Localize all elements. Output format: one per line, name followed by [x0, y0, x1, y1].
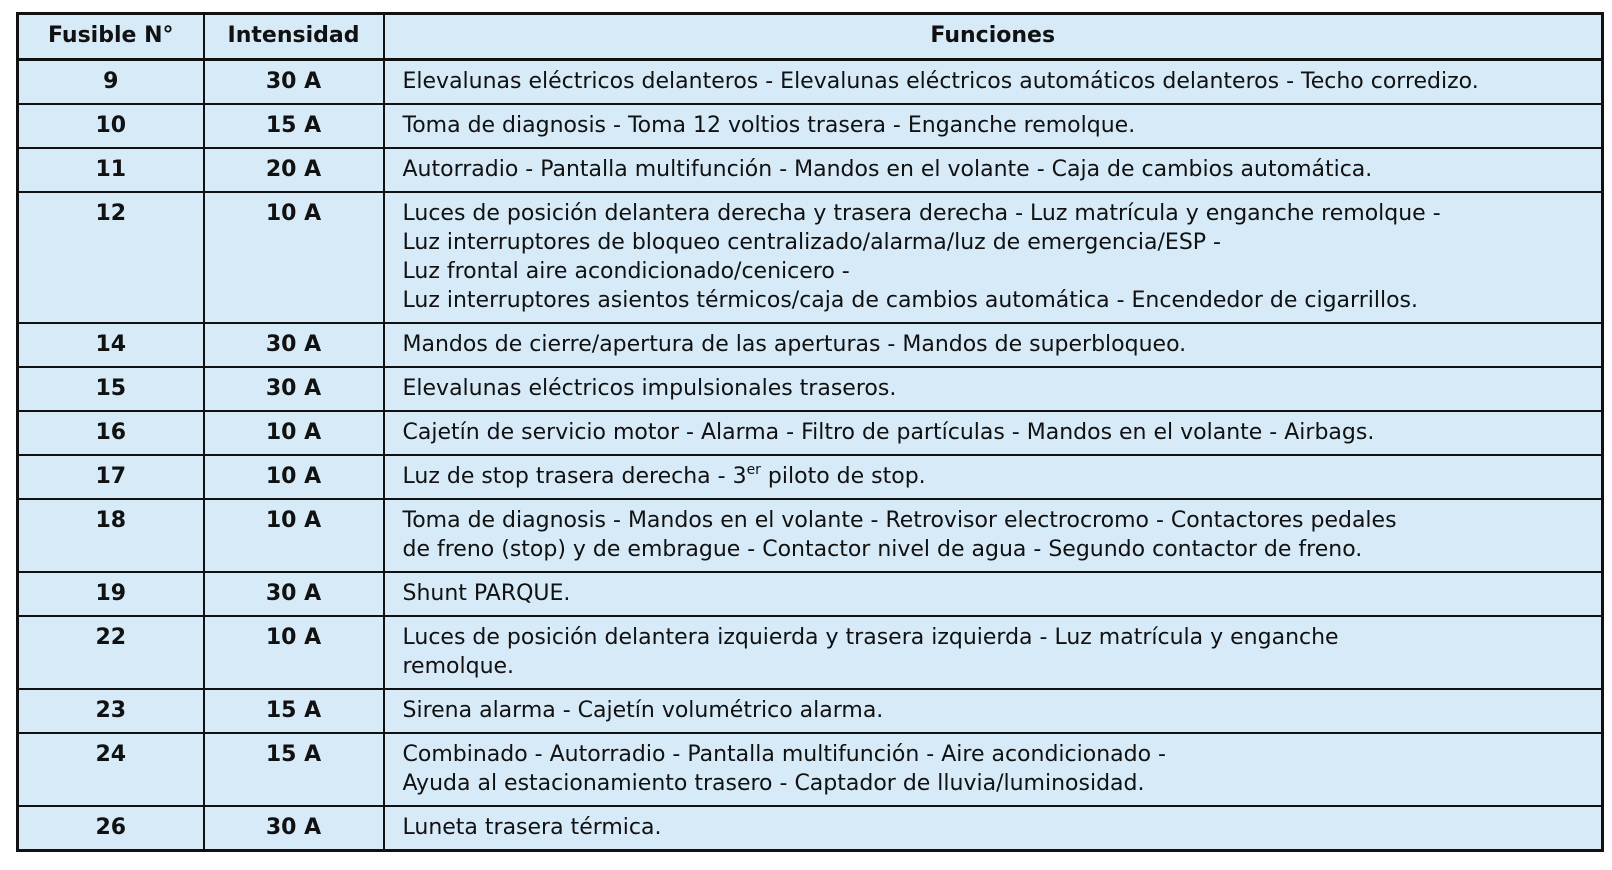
- fuse-number-cell: 19: [18, 572, 204, 616]
- table-row: [18, 367, 1603, 411]
- fuse-number-cell: 18: [18, 499, 204, 572]
- table-row: [18, 104, 1603, 148]
- amperage-cell: 10 A: [204, 616, 384, 689]
- table-row: [18, 411, 1603, 455]
- fuse-number-cell: 11: [18, 148, 204, 192]
- fuse-number-cell: 23: [18, 689, 204, 733]
- table-row: [18, 616, 1603, 689]
- header-fuse-number: Fusible N°: [18, 14, 204, 60]
- functions-cell: Luneta trasera térmica.: [384, 806, 1603, 851]
- amperage-cell: 30 A: [204, 60, 384, 105]
- table-row: [18, 192, 1603, 323]
- functions-cell: Sirena alarma - Cajetín volumétrico alarma.: [384, 689, 1603, 733]
- amperage-cell: 10 A: [204, 411, 384, 455]
- functions-cell: Shunt PARQUE.: [384, 572, 1603, 616]
- ordinal-superscript: er: [746, 462, 761, 478]
- functions-cell: Mandos de cierre/apertura de las aperturas - Mandos de superbloqueo.: [384, 323, 1603, 367]
- table-row: [18, 733, 1603, 806]
- table-row: [18, 689, 1603, 733]
- functions-cell: [384, 455, 1603, 499]
- fuse-number-cell: 24: [18, 733, 204, 806]
- amperage-cell: 30 A: [204, 806, 384, 851]
- functions-cell: Luces de posición delantera izquierda y trasera izquierda - Luz matrícula y enganche remolque.: [384, 616, 1603, 689]
- fuse-number-cell: 26: [18, 806, 204, 851]
- table-header-row: [18, 14, 1603, 60]
- amperage-cell: 30 A: [204, 323, 384, 367]
- fuse-number-cell: 15: [18, 367, 204, 411]
- fuse-number-cell: 17: [18, 455, 204, 499]
- functions-text: Luz de stop trasera derecha - 3: [402, 464, 747, 489]
- functions-cell: Elevalunas eléctricos delanteros - Elevalunas eléctricos automáticos delanteros - Techo corredizo.: [384, 60, 1603, 105]
- amperage-cell: 10 A: [204, 192, 384, 323]
- amperage-cell: 20 A: [204, 148, 384, 192]
- table-row: [18, 60, 1603, 105]
- fuse-table: [16, 12, 1604, 852]
- functions-cell: Autorradio - Pantalla multifunción - Mandos en el volante - Caja de cambios automática.: [384, 148, 1603, 192]
- functions-cell: Toma de diagnosis - Mandos en el volante - Retrovisor electrocromo - Contactores pedales de freno (stop) y de embrague - Contactor nivel de agua - Segundo contactor de freno.: [384, 499, 1603, 572]
- functions-cell: Toma de diagnosis - Toma 12 voltios trasera - Enganche remolque.: [384, 104, 1603, 148]
- table-row: [18, 455, 1603, 499]
- fuse-number-cell: 9: [18, 60, 204, 105]
- amperage-cell: 10 A: [204, 455, 384, 499]
- amperage-cell: 30 A: [204, 572, 384, 616]
- table-row: [18, 148, 1603, 192]
- table-row: [18, 806, 1603, 851]
- amperage-cell: 15 A: [204, 733, 384, 806]
- table-row: [18, 572, 1603, 616]
- header-amperage: Intensidad: [204, 14, 384, 60]
- fuse-number-cell: 16: [18, 411, 204, 455]
- table-row: [18, 499, 1603, 572]
- table-row: [18, 323, 1603, 367]
- amperage-cell: 15 A: [204, 104, 384, 148]
- fuse-number-cell: 14: [18, 323, 204, 367]
- functions-text: piloto de stop.: [760, 464, 926, 489]
- functions-cell: Cajetín de servicio motor - Alarma - Filtro de partículas - Mandos en el volante - Airbags.: [384, 411, 1603, 455]
- fuse-number-cell: 22: [18, 616, 204, 689]
- amperage-cell: 30 A: [204, 367, 384, 411]
- fuse-number-cell: 10: [18, 104, 204, 148]
- functions-cell: Elevalunas eléctricos impulsionales traseros.: [384, 367, 1603, 411]
- amperage-cell: 15 A: [204, 689, 384, 733]
- amperage-cell: 10 A: [204, 499, 384, 572]
- functions-cell: Combinado - Autorradio - Pantalla multifunción - Aire acondicionado - Ayuda al estacionamiento trasero - Captador de lluvia/luminosidad.: [384, 733, 1603, 806]
- functions-cell: Luces de posición delantera derecha y trasera derecha - Luz matrícula y enganche remolque - Luz interruptores de bloqueo centralizado/alarma/luz de emergencia/ESP - Luz frontal aire acondicionado/cenicero - Luz interruptores asientos térmicos/caja de cambios automática - Encendedor de cigarrillos.: [384, 192, 1603, 323]
- header-functions: Funciones: [384, 14, 1603, 60]
- fuse-number-cell: 12: [18, 192, 204, 323]
